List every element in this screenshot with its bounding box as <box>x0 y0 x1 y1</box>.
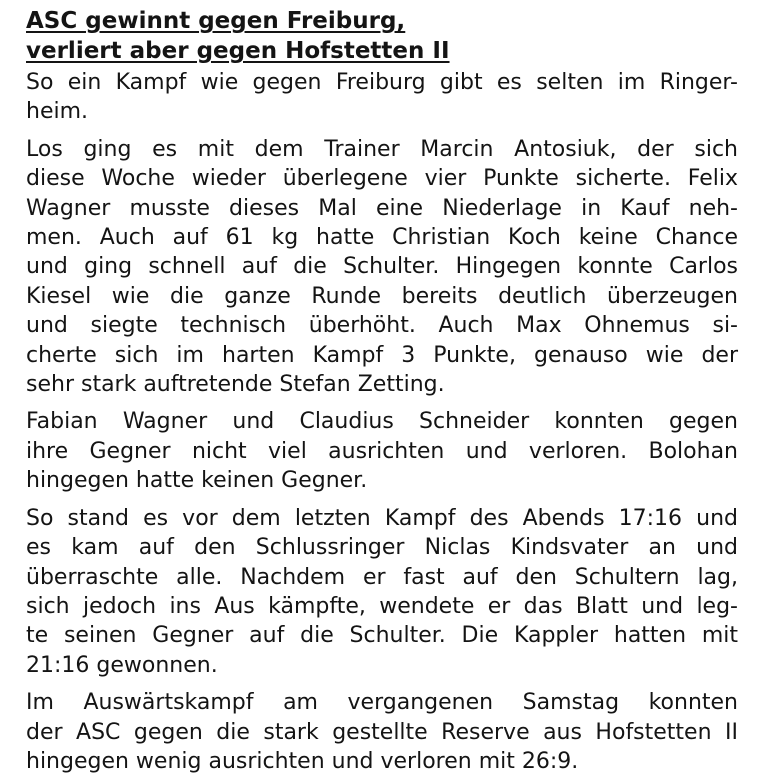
text-line: und ging schnell auf die Schulter. Hingegen konnte Carlos <box>26 254 738 280</box>
article <box>26 6 738 784</box>
text-line: überraschte alle. Nachdem er fast auf den Schultern lag, <box>26 564 738 590</box>
paragraph-away-match <box>26 688 738 776</box>
paragraph-bouts <box>26 135 738 400</box>
text-line: Los ging es mit dem Trainer Marcin Antosiuk, der sich <box>26 136 738 162</box>
headline-text-2: verliert aber gegen Hofstetten II <box>26 38 450 64</box>
text-line: cherte sich im harten Kampf 3 Punkte, genauso wie der <box>26 342 738 368</box>
text-line: So ein Kampf wie gegen Freiburg gibt es selten im Ringer- <box>26 70 738 95</box>
headline-text-1: ASC gewinnt gegen Freiburg, <box>26 8 406 34</box>
text-line: der ASC gegen die stark gestellte Reserve aus Hofstetten II <box>26 719 738 745</box>
text-line: 21:16 gewonnen. <box>26 652 218 678</box>
text-line: hingegen wenig ausrichten und verloren mit 26:9. <box>26 748 579 774</box>
paragraph-final-bout <box>26 504 738 680</box>
paragraph-intro <box>26 68 738 127</box>
text-line: So stand es vor dem letzten Kampf des Abends 17:16 und <box>26 505 738 531</box>
headline-line <box>26 8 405 34</box>
headline-line <box>26 38 450 64</box>
article-headline <box>26 6 738 66</box>
text-line: sich jedoch ins Aus kämpfte, wendete er das Blatt und leg- <box>26 593 738 619</box>
text-line: diese Woche wieder überlegene vier Punkte sicherte. Felix <box>26 166 738 192</box>
text-line: Kiesel wie die ganze Runde bereits deutlich überzeugen <box>26 283 738 309</box>
text-line: te seinen Gegner auf die Schulter. Die Kappler hatten mit <box>26 623 738 649</box>
text-line: men. Auch auf 61 kg hatte Christian Koch keine Chance <box>26 225 738 251</box>
text-line: und siegte technisch überhöht. Auch Max Ohnemus si- <box>26 313 738 339</box>
text-line: Wagner musste dieses Mal eine Niederlage in Kauf neh- <box>26 195 738 221</box>
text-line: Im Auswärtskampf am vergangenen Samstag konnten <box>26 690 738 716</box>
paragraph-losses <box>26 407 738 495</box>
text-line: ihre Gegner nicht viel ausrichten und verloren. Bolohan <box>26 438 738 464</box>
text-line: es kam auf den Schlussringer Niclas Kindsvater an und <box>26 535 738 561</box>
text-line: heim. <box>26 99 89 125</box>
text-line: hingegen hatte keinen Gegner. <box>26 468 368 494</box>
text-line: sehr stark auftretende Stefan Zetting. <box>26 372 445 398</box>
text-line: Fabian Wagner und Claudius Schneider konnten gegen <box>26 409 738 435</box>
